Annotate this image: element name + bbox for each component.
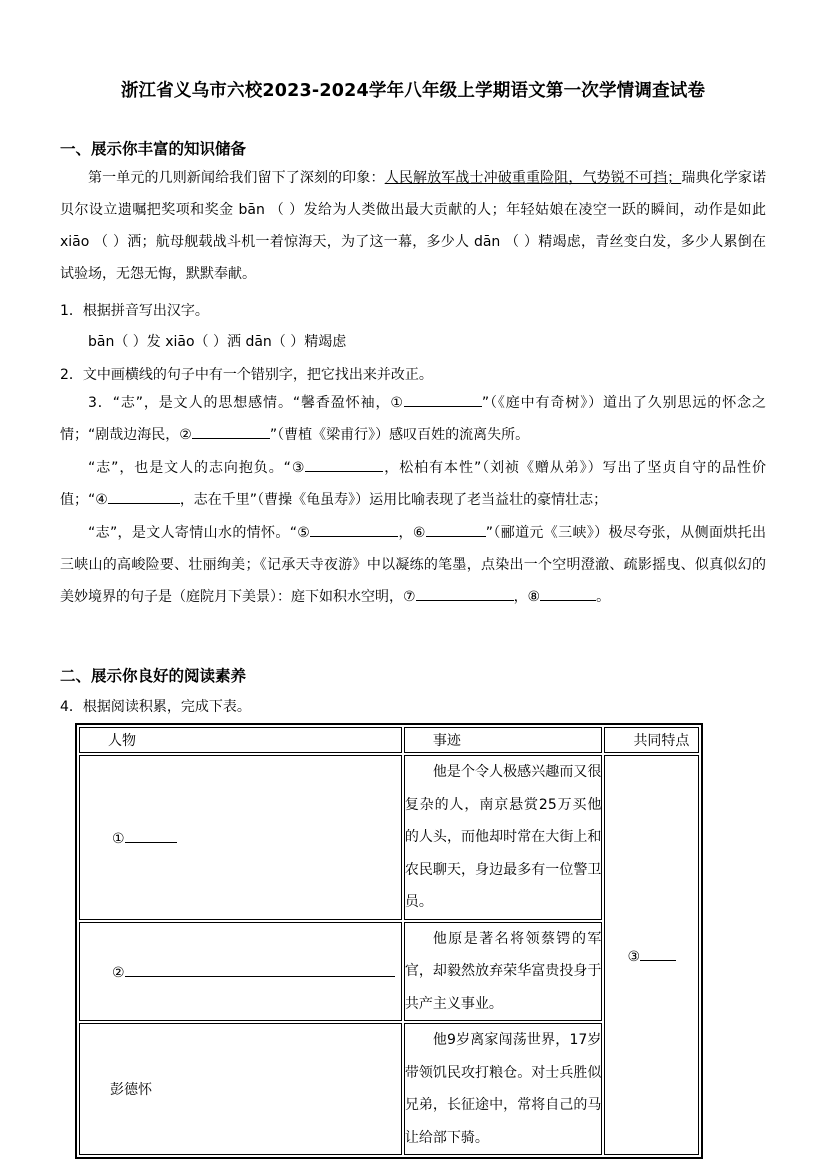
q3-c-text-4: ，⑧ bbox=[513, 589, 541, 605]
section-2-heading: 二、展示你良好的阅读素养 bbox=[60, 667, 247, 685]
common-label: ③ bbox=[627, 948, 640, 965]
deed-cell-1 bbox=[404, 755, 603, 920]
blank-5[interactable] bbox=[310, 522, 398, 537]
q3-c-text-5: 。 bbox=[596, 589, 611, 605]
header-common: 共同特点 bbox=[604, 727, 699, 753]
blank-7[interactable] bbox=[416, 586, 514, 601]
exam-title: 浙江省义乌市六校2023-2024学年八年级上学期语文第一次学情调查试卷 bbox=[120, 81, 706, 101]
person-cell-2 bbox=[79, 922, 402, 1022]
deed-2-text: 他原是著名将领蔡锷的军官，却毅然放弃荣华富贵投身于共产主义事业。 bbox=[404, 930, 602, 1012]
question-3-part-a bbox=[60, 387, 766, 451]
blank-1[interactable] bbox=[404, 392, 482, 407]
q3-a-text-3: ”（曹植《梁甫行》）感叹百姓的流离失所。 bbox=[269, 427, 530, 443]
intro-rest: 瑞典化学家诺贝尔设立遗嘱把奖项和奖金 bān （ ）发给为人类做出最大贡献的人；年轻姑娘在凌空一跃的瞬间，动作是如此 xiāo （ ）洒；航母舰载战斗机一着惊海天，为了这一幕，多少人 dān （ ）精竭虑，青丝变白发，多少人累倒在试验场，无怨无悔，默默奉献。 bbox=[60, 170, 767, 282]
q3-b-text-1: “志”，也是文人的志向抱负。“③ bbox=[88, 460, 306, 476]
intro-prefix: 第一单元的几则新闻给我们留下了深刻的印象： bbox=[88, 170, 385, 186]
blank-4[interactable] bbox=[108, 489, 180, 504]
q3-c-text-1: “志”，是文人寄情山水的情怀。“⑤ bbox=[88, 525, 311, 541]
q3-b-text-3: ，志在千里”（曹操《龟虽寿》）运用比喻表现了老当益壮的豪情壮志； bbox=[179, 492, 608, 508]
reading-table bbox=[75, 723, 703, 1159]
header-deed: 事迹 bbox=[404, 727, 603, 753]
underlined-sentence: 人民解放军战士冲破重重险阻，气势锐不可挡； bbox=[384, 170, 682, 186]
blank-6[interactable] bbox=[426, 522, 486, 537]
person-cell-1 bbox=[79, 755, 402, 920]
question-1: 1．根据拼音写出汉字。 bbox=[60, 303, 209, 319]
q3-c-text-2: ，⑥ bbox=[398, 525, 426, 541]
common-cell bbox=[604, 755, 699, 1155]
q3-a-text-2: ”（《庭中有奇树》）道出了久别思远的怀念之情；“剧哉边海民，② bbox=[60, 395, 766, 443]
question-4: 4．根据阅读积累，完成下表。 bbox=[60, 699, 251, 715]
deed-1-text: 他是个令人极感兴趣而又很复杂的人，南京悬赏25万买他的人头，而他却时常在大街上和农民聊天，身边最多有一位警卫员。 bbox=[404, 764, 602, 910]
table-header-row bbox=[79, 727, 699, 753]
blank-3[interactable] bbox=[305, 457, 383, 472]
blank-2[interactable] bbox=[192, 424, 270, 439]
q3-a-text-1: 3．“志”，是文人的思想感情。“馨香盈怀袖，① bbox=[88, 395, 404, 411]
deed-cell-3 bbox=[404, 1023, 603, 1155]
section-1-intro bbox=[60, 162, 766, 290]
header-person: 人物 bbox=[79, 727, 402, 753]
common-blank[interactable] bbox=[640, 946, 676, 961]
person-2-label: ② bbox=[112, 964, 125, 981]
person-1-label: ① bbox=[112, 830, 125, 847]
deed-3-text: 他9岁离家闯荡世界，17岁带领饥民攻打粮仓。对士兵胜似兄弟，长征途中，常将自己的马让给部下骑。 bbox=[404, 1032, 602, 1146]
question-1-answer-line: bān（ ）发 xiāo（ ）洒 dān（ ）精竭虑 bbox=[88, 334, 347, 350]
question-3-part-c bbox=[60, 517, 766, 613]
person-2-blank[interactable] bbox=[125, 962, 395, 977]
person-1-blank[interactable] bbox=[125, 828, 177, 843]
section-1-heading: 一、展示你丰富的知识储备 bbox=[60, 140, 247, 158]
question-3-part-b bbox=[60, 452, 766, 516]
table-row bbox=[79, 755, 699, 920]
q3-b-text-2: ，松柏有本性”（刘祯《赠从弟》）写出了坚贞自守的品性价值；“④ bbox=[60, 460, 766, 508]
person-cell-3: 彭德怀 bbox=[79, 1023, 402, 1155]
question-2: 2．文中画横线的句子中有一个错别字，把它找出来并改正。 bbox=[60, 367, 433, 383]
deed-cell-2 bbox=[404, 922, 603, 1022]
blank-8[interactable] bbox=[540, 586, 596, 601]
q3-c-text-3: ”（郦道元《三峡》）极尽夸张，从侧面烘托出三峡山的高峻险要、壮丽绚美；《记承天寺夜游》中以凝练的笔墨，点染出一个空明澄澈、疏影摇曳、似真似幻的美妙境界的句子是（庭院月下美景）：庭下如积水空明，⑦ bbox=[60, 525, 766, 605]
